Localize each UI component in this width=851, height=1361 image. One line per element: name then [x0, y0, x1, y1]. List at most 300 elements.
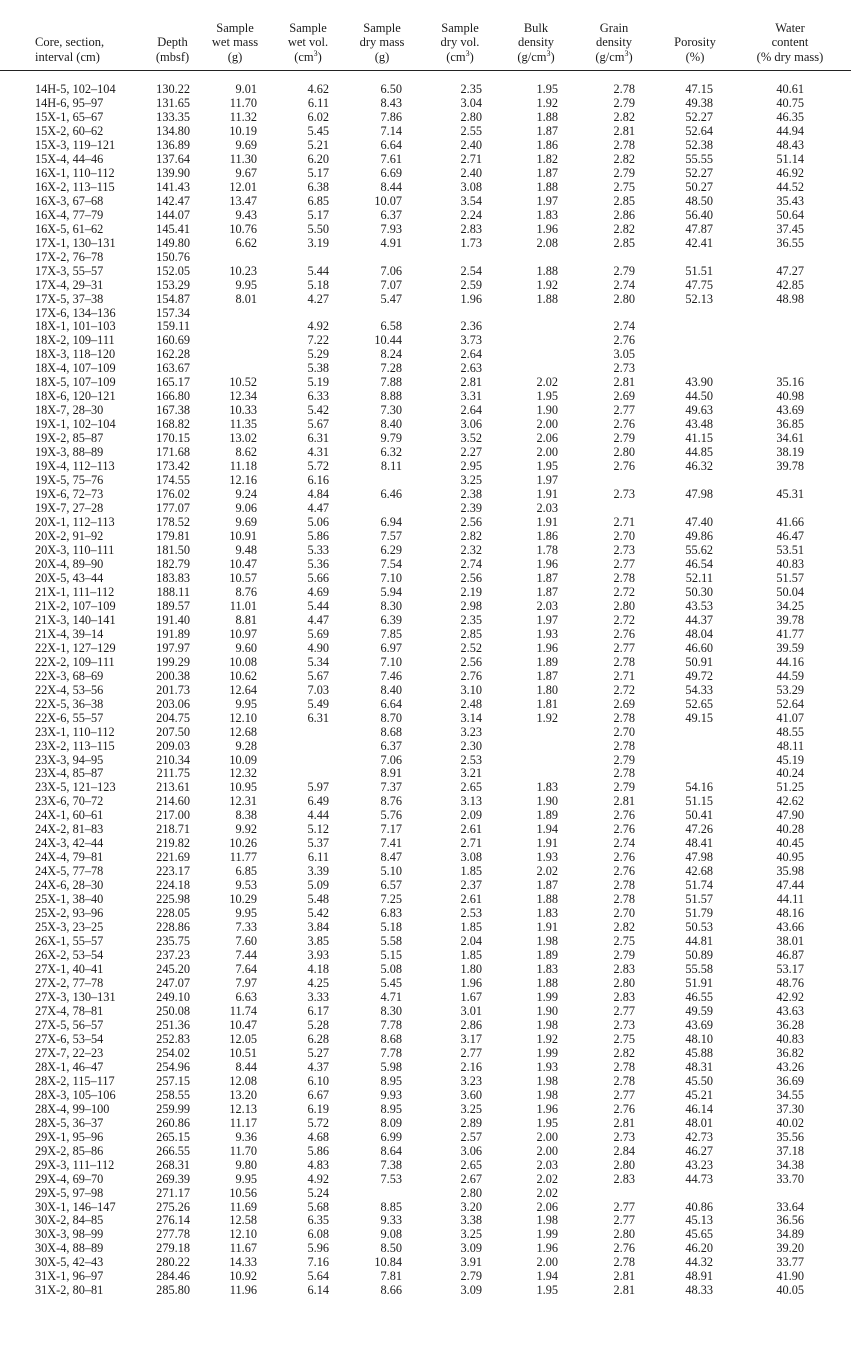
table-cell: 21X-1, 111–112: [35, 584, 115, 599]
table-cell: 2.80: [613, 976, 635, 990]
table-cell: 18X-3, 118–120: [35, 347, 116, 362]
table-cell: 275.26: [156, 1199, 190, 1214]
table-cell: 8.47: [380, 850, 402, 865]
table-cell: 1.73: [460, 235, 482, 250]
table-row: [0, 279, 851, 293]
table-cell: 28X-1, 46–47: [35, 1059, 104, 1074]
table-cell: 1.87: [536, 878, 558, 893]
table-cell: 5.72: [307, 1115, 329, 1130]
table-cell: 43.48: [685, 417, 713, 432]
table-cell: 18X-4, 107–109: [35, 361, 116, 376]
table-cell: 204.75: [156, 710, 190, 725]
table-cell: 53.17: [776, 962, 804, 977]
table-cell: 19X-6, 72–73: [35, 487, 104, 502]
table-cell: 1.87: [536, 570, 558, 585]
table-cell: 43.66: [776, 920, 804, 935]
table-cell: 51.14: [776, 151, 804, 166]
table-cell: 7.97: [235, 976, 257, 990]
table-cell: 2.67: [460, 1171, 482, 1186]
table-cell: 23X-3, 94–95: [35, 752, 104, 767]
table-cell: 280.22: [156, 1255, 190, 1270]
table-cell: 38.01: [776, 934, 804, 949]
table-cell: 8.95: [380, 1073, 402, 1088]
table-cell: 5.10: [380, 864, 402, 879]
table-cell: 7.64: [235, 962, 257, 977]
table-cell: 2.82: [613, 221, 635, 236]
table-cell: 265.15: [156, 1129, 190, 1144]
table-cell: 11.35: [229, 417, 257, 432]
table-cell: 2.78: [613, 766, 635, 781]
table-cell: 43.69: [776, 403, 804, 418]
table-row: [0, 572, 851, 586]
table-cell: 7.93: [380, 221, 402, 236]
table-cell: 12.64: [229, 682, 257, 697]
table-cell: 2.82: [460, 529, 482, 543]
table-cell: 40.83: [776, 1031, 804, 1046]
table-cell: 2.77: [613, 556, 635, 571]
table-cell: 6.28: [307, 1031, 329, 1046]
table-cell: 47.98: [685, 850, 713, 865]
table-cell: 2.78: [613, 570, 635, 585]
table-cell: 5.98: [380, 1059, 402, 1074]
table-cell: 2.78: [613, 738, 635, 753]
table-cell: 20X-2, 91–92: [35, 529, 104, 543]
table-cell: 2.81: [613, 1269, 635, 1284]
table-cell: 1.95: [536, 459, 558, 474]
table-cell: 22X-3, 68–69: [35, 668, 104, 683]
table-row: [0, 530, 851, 544]
table-cell: 2.80: [613, 445, 635, 460]
table-cell: 34.25: [776, 598, 804, 613]
table-cell: 167.38: [156, 403, 190, 418]
table-cell: 171.68: [156, 445, 190, 460]
table-cell: 5.06: [307, 515, 329, 530]
table-cell: 7.03: [307, 682, 329, 697]
table-cell: 5.18: [380, 920, 402, 935]
table-cell: 1.96: [460, 976, 482, 990]
table-cell: 30X-1, 146–147: [35, 1199, 116, 1214]
header-core-section-interval: Core, section, interval (cm): [35, 35, 105, 64]
table-cell: 162.28: [156, 347, 190, 362]
table-cell: 8.24: [380, 347, 402, 362]
table-cell: 2.09: [460, 808, 482, 823]
table-cell: 6.14: [307, 1283, 329, 1298]
table-cell: 44.81: [685, 934, 713, 949]
table-cell: 18X-2, 109–111: [35, 333, 115, 348]
table-cell: 2.73: [613, 1129, 635, 1144]
table-cell: 7.85: [380, 626, 402, 641]
table-cell: 1.97: [536, 473, 558, 488]
table-row: [0, 670, 851, 684]
table-cell: 6.11: [307, 95, 329, 110]
table-cell: 5.33: [307, 542, 329, 557]
table-cell: 260.86: [156, 1115, 190, 1130]
table-cell: 48.10: [685, 1031, 713, 1046]
table-cell: 9.24: [235, 487, 257, 502]
table-cell: 52.27: [685, 165, 713, 180]
table-cell: 24X-1, 60–61: [35, 808, 104, 823]
table-cell: 10.52: [229, 375, 257, 390]
table-cell: 37.18: [776, 1143, 804, 1158]
table-cell: 2.71: [460, 151, 482, 166]
table-cell: 6.85: [307, 193, 329, 208]
table-cell: 2.78: [613, 82, 635, 96]
table-cell: 50.91: [685, 654, 713, 669]
table-row: [0, 1033, 851, 1047]
table-cell: 157.34: [156, 305, 190, 320]
table-cell: 48.33: [685, 1283, 713, 1298]
table-cell: 2.24: [460, 207, 482, 222]
table-cell: 2.71: [460, 836, 482, 851]
table-cell: 2.86: [613, 207, 635, 222]
table-cell: 49.63: [685, 403, 713, 418]
table-cell: 11.96: [229, 1283, 257, 1298]
table-cell: 2.19: [460, 584, 482, 599]
table-cell: 245.20: [156, 962, 190, 977]
table-cell: 2.81: [460, 375, 482, 390]
table-cell: 1.95: [536, 389, 558, 404]
table-cell: 49.72: [685, 668, 713, 683]
table-cell: 160.69: [156, 333, 190, 348]
table-cell: 17X-1, 130–131: [35, 235, 116, 250]
table-cell: 42.85: [776, 277, 804, 292]
table-cell: 5.36: [307, 556, 329, 571]
table-cell: 285.80: [156, 1283, 190, 1298]
table-cell: 42.68: [685, 864, 713, 879]
table-cell: 1.78: [536, 542, 558, 557]
table-cell: 5.38: [307, 361, 329, 376]
table-cell: 3.06: [460, 417, 482, 432]
table-row: [0, 348, 851, 362]
table-cell: 27X-7, 22–23: [35, 1045, 104, 1060]
table-cell: 23X-6, 70–72: [35, 794, 104, 809]
table-cell: 251.36: [156, 1017, 190, 1032]
table-cell: 4.68: [307, 1129, 329, 1144]
table-cell: 16X-3, 67–68: [35, 193, 104, 208]
table-cell: 6.63: [235, 989, 257, 1004]
table-cell: 1.99: [536, 1045, 558, 1060]
table-row: [0, 334, 851, 348]
table-cell: 41.15: [685, 431, 713, 446]
table-cell: 43.90: [685, 375, 713, 390]
table-cell: 183.83: [156, 570, 190, 585]
table-cell: 134.80: [156, 123, 190, 138]
table-row: [0, 209, 851, 223]
table-cell: 2.79: [613, 165, 635, 180]
table-cell: 2.77: [460, 1045, 482, 1060]
table-cell: 2.79: [613, 263, 635, 278]
table-row: [0, 1075, 851, 1089]
table-row: [0, 251, 851, 265]
table-cell: 40.05: [776, 1283, 804, 1298]
table-cell: 17X-3, 55–57: [35, 263, 104, 278]
table-row: [0, 586, 851, 600]
table-cell: 48.55: [776, 724, 804, 739]
table-cell: 13.47: [229, 193, 257, 208]
table-cell: 5.09: [307, 878, 329, 893]
table-cell: 50.64: [776, 207, 804, 222]
table-cell: 5.42: [307, 906, 329, 921]
table-row: [0, 1228, 851, 1242]
table-cell: 7.14: [380, 123, 402, 138]
table-cell: 51.74: [685, 878, 713, 893]
table-cell: 52.11: [685, 570, 713, 585]
table-cell: 5.37: [307, 836, 329, 851]
table-cell: 130.22: [156, 82, 190, 96]
table-cell: 42.41: [685, 235, 713, 250]
table-cell: 1.98: [536, 1213, 558, 1228]
table-cell: 2.77: [613, 403, 635, 418]
table-cell: 179.81: [156, 529, 190, 543]
table-cell: 1.93: [536, 1059, 558, 1074]
table-cell: 2.83: [613, 962, 635, 977]
table-cell: 2.79: [613, 948, 635, 963]
table-cell: 41.66: [776, 515, 804, 530]
table-cell: 51.79: [685, 906, 713, 921]
table-cell: 11.74: [229, 1003, 257, 1018]
table-cell: 2.00: [536, 445, 558, 460]
table-cell: 6.69: [380, 165, 402, 180]
table-cell: 7.28: [380, 361, 402, 376]
table-cell: 5.58: [380, 934, 402, 949]
table-cell: 6.49: [307, 794, 329, 809]
table-cell: 250.08: [156, 1003, 190, 1018]
table-cell: 2.52: [460, 640, 482, 655]
table-cell: 12.68: [229, 724, 257, 739]
table-cell: 45.13: [685, 1213, 713, 1228]
table-cell: 2.73: [613, 542, 635, 557]
table-cell: 258.55: [156, 1087, 190, 1102]
table-cell: 48.76: [776, 976, 804, 990]
table-cell: 271.17: [156, 1185, 190, 1200]
table-cell: 257.15: [156, 1073, 190, 1088]
table-row: [0, 740, 851, 754]
table-cell: 6.20: [307, 151, 329, 166]
table-cell: 5.17: [307, 207, 329, 222]
table-cell: 2.78: [613, 137, 635, 152]
header-depth: Depth (mbsf): [155, 35, 190, 64]
table-cell: 4.69: [307, 584, 329, 599]
table-row: [0, 795, 851, 809]
table-cell: 4.25: [307, 976, 329, 990]
table-cell: 2.79: [460, 1269, 482, 1284]
table-cell: 15X-4, 44–46: [35, 151, 104, 166]
table-cell: 26X-1, 55–57: [35, 934, 104, 949]
table-cell: 35.16: [776, 375, 804, 390]
table-cell: 55.58: [685, 962, 713, 977]
table-cell: 11.01: [229, 598, 257, 613]
table-cell: 5.97: [307, 780, 329, 795]
table-cell: 1.90: [536, 794, 558, 809]
table-cell: 4.27: [307, 291, 329, 306]
table-cell: 36.56: [776, 1213, 804, 1228]
table-cell: 11.67: [229, 1241, 257, 1256]
table-cell: 12.08: [229, 1073, 257, 1088]
table-cell: 2.76: [613, 850, 635, 865]
table-cell: 152.05: [156, 263, 190, 278]
table-cell: 27X-5, 56–57: [35, 1017, 104, 1032]
table-cell: 11.30: [229, 151, 257, 166]
table-cell: 5.27: [307, 1045, 329, 1060]
table-cell: 24X-6, 28–30: [35, 878, 104, 893]
table-cell: 28X-2, 115–117: [35, 1073, 115, 1088]
table-row: [0, 1201, 851, 1215]
table-cell: 10.19: [229, 123, 257, 138]
table-row: [0, 614, 851, 628]
table-row: [0, 153, 851, 167]
table-cell: 10.84: [374, 1255, 402, 1270]
table-cell: 46.32: [685, 459, 713, 474]
table-cell: 36.55: [776, 235, 804, 250]
table-cell: 213.61: [156, 780, 190, 795]
table-cell: 6.58: [380, 319, 402, 334]
table-row: [0, 1005, 851, 1019]
table-cell: 7.16: [307, 1255, 329, 1270]
table-cell: 2.78: [613, 878, 635, 893]
table-cell: 2.76: [613, 417, 635, 432]
table-cell: 44.73: [685, 1171, 713, 1186]
table-cell: 6.31: [307, 431, 329, 446]
table-cell: 1.91: [536, 515, 558, 530]
table-cell: 133.35: [156, 109, 190, 124]
table-cell: 46.55: [685, 989, 713, 1004]
table-cell: 5.44: [307, 598, 329, 613]
table-cell: 5.24: [307, 1185, 329, 1200]
table-cell: 11.77: [229, 850, 257, 865]
table-row: [0, 1173, 851, 1187]
table-cell: 3.13: [460, 794, 482, 809]
table-cell: 9.53: [235, 878, 257, 893]
table-cell: 48.16: [776, 906, 804, 921]
table-cell: 5.67: [307, 417, 329, 432]
table-cell: 26X-2, 53–54: [35, 948, 104, 963]
table-cell: 8.62: [235, 445, 257, 460]
table-cell: 19X-5, 75–76: [35, 473, 104, 488]
table-cell: 2.03: [536, 1157, 558, 1172]
table-cell: 44.50: [685, 389, 713, 404]
table-cell: 27X-3, 130–131: [35, 989, 116, 1004]
table-cell: 2.82: [613, 920, 635, 935]
table-cell: 173.42: [156, 459, 190, 474]
table-cell: 6.99: [380, 1129, 402, 1144]
table-cell: 2.80: [613, 1227, 635, 1242]
table-cell: 254.96: [156, 1059, 190, 1074]
table-cell: 49.59: [685, 1003, 713, 1018]
table-row: [0, 712, 851, 726]
table-cell: 46.14: [685, 1101, 713, 1116]
table-cell: 25X-2, 93–96: [35, 906, 104, 921]
table-cell: 43.63: [776, 1003, 804, 1018]
table-cell: 203.06: [156, 696, 190, 711]
table-cell: 235.75: [156, 934, 190, 949]
table-cell: 15X-3, 119–121: [35, 137, 116, 152]
table-cell: 12.31: [229, 794, 257, 809]
table-cell: 52.38: [685, 137, 713, 152]
table-cell: 2.32: [460, 542, 482, 557]
table-cell: 18X-5, 107–109: [35, 375, 116, 390]
table-cell: 10.47: [229, 556, 257, 571]
table-cell: 197.97: [156, 640, 190, 655]
table-cell: 28X-4, 99–100: [35, 1101, 110, 1116]
table-cell: 1.98: [536, 1087, 558, 1102]
table-cell: 52.64: [685, 123, 713, 138]
table-row: [0, 516, 851, 530]
table-cell: 8.44: [235, 1059, 257, 1074]
table-cell: 2.40: [460, 137, 482, 152]
table-cell: 181.50: [156, 542, 190, 557]
table-cell: 53.51: [776, 542, 804, 557]
table-cell: 10.76: [229, 221, 257, 236]
table-cell: 18X-6, 120–121: [35, 389, 116, 404]
table-cell: 218.71: [156, 822, 190, 837]
table-cell: 2.82: [613, 109, 635, 124]
table-cell: 3.73: [460, 333, 482, 348]
table-cell: 48.43: [776, 137, 804, 152]
table-cell: 23X-4, 85–87: [35, 766, 104, 781]
table-cell: 1.89: [536, 808, 558, 823]
table-cell: 3.10: [460, 682, 482, 697]
table-row: [0, 362, 851, 376]
table-cell: 1.92: [536, 1031, 558, 1046]
table-cell: 45.19: [776, 752, 804, 767]
table-cell: 1.92: [536, 95, 558, 110]
table-cell: 4.91: [380, 235, 402, 250]
table-cell: 8.76: [235, 584, 257, 599]
table-cell: 30X-2, 84–85: [35, 1213, 104, 1228]
table-row: [0, 1242, 851, 1256]
table-row: [0, 195, 851, 209]
table-cell: 6.11: [307, 850, 329, 865]
table-row: [0, 1131, 851, 1145]
table-cell: 1.90: [536, 1003, 558, 1018]
table-cell: 7.38: [380, 1157, 402, 1172]
table-cell: 10.26: [229, 836, 257, 851]
table-cell: 2.82: [613, 151, 635, 166]
table-cell: 1.95: [536, 82, 558, 96]
table-cell: 22X-4, 53–56: [35, 682, 104, 697]
table-cell: 40.83: [776, 556, 804, 571]
table-cell: 1.93: [536, 626, 558, 641]
table-cell: 12.34: [229, 389, 257, 404]
table-cell: 12.10: [229, 710, 257, 725]
table-row: [0, 1214, 851, 1228]
table-cell: 5.76: [380, 808, 402, 823]
table-cell: 17X-2, 76–78: [35, 249, 104, 264]
table-cell: 24X-5, 77–78: [35, 864, 104, 879]
table-cell: 23X-5, 121–123: [35, 780, 116, 795]
table-cell: 24X-4, 79–81: [35, 850, 104, 865]
table-cell: 2.74: [613, 277, 635, 292]
table-cell: 12.16: [229, 473, 257, 488]
table-cell: 6.19: [307, 1101, 329, 1116]
table-row: [0, 558, 851, 572]
table-cell: 20X-3, 110–111: [35, 542, 115, 557]
table-cell: 47.90: [776, 808, 804, 823]
table-cell: 149.80: [156, 235, 190, 250]
table-header: [0, 0, 851, 71]
table-cell: 7.61: [380, 151, 402, 166]
table-cell: 2.79: [613, 780, 635, 795]
table-cell: 21X-3, 140–141: [35, 612, 116, 627]
table-cell: 16X-5, 61–62: [35, 221, 104, 236]
table-cell: 259.99: [156, 1101, 190, 1116]
table-cell: 2.08: [536, 235, 558, 250]
table-row: [0, 376, 851, 390]
table-cell: 1.96: [536, 221, 558, 236]
table-cell: 2.73: [613, 361, 635, 376]
table-cell: 2.74: [613, 319, 635, 334]
table-cell: 46.20: [685, 1241, 713, 1256]
